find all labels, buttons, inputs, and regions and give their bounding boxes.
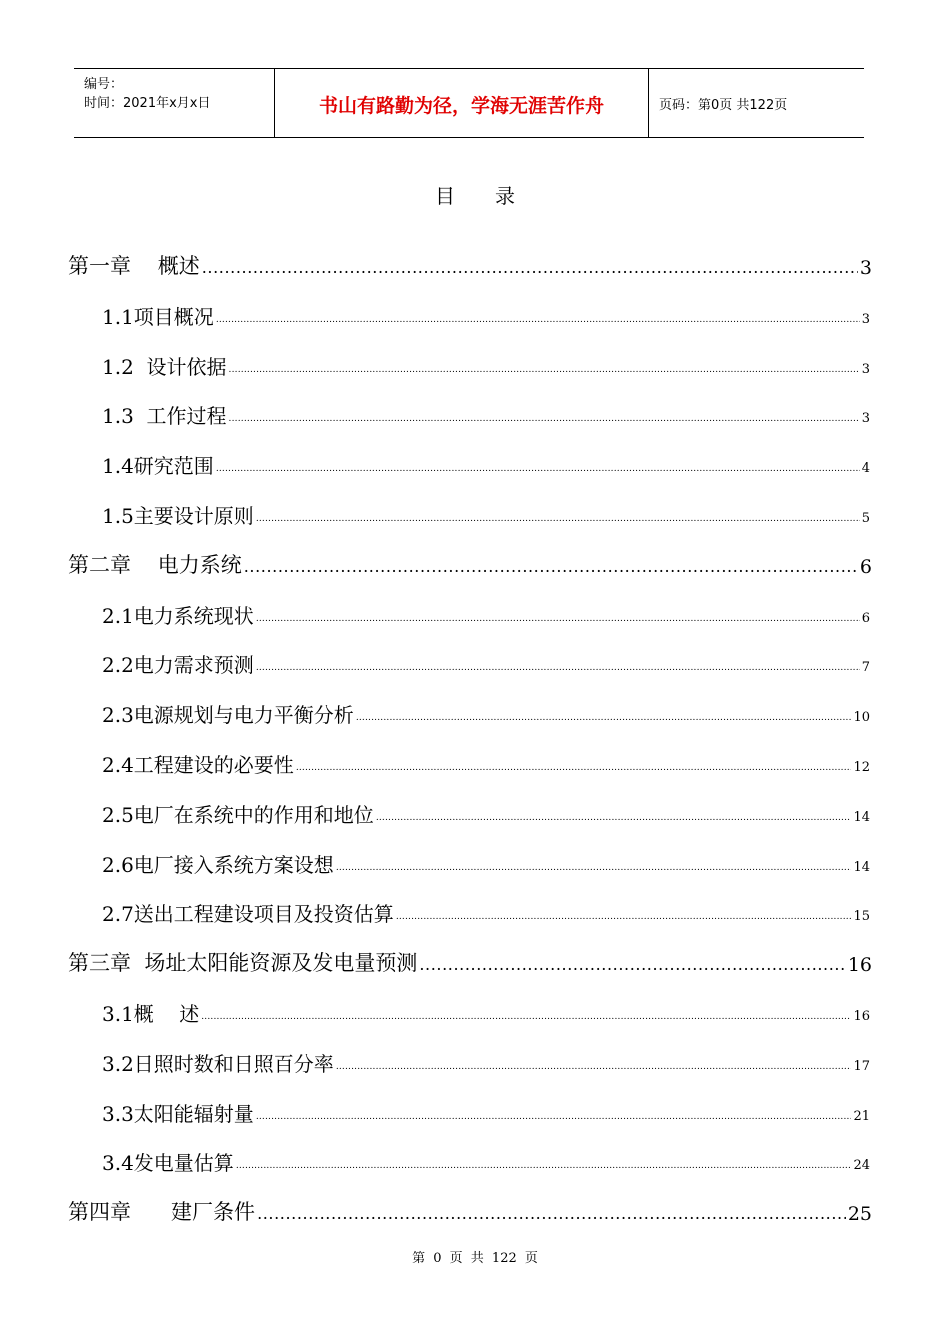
- toc-entry-label: 2.5电厂在系统中的作用和地位: [102, 802, 374, 827]
- toc-entry-page: 5: [861, 511, 870, 526]
- toc-entry-label: 3.4发电量估算: [102, 1151, 234, 1176]
- toc-entry-page: 7: [861, 660, 870, 676]
- toc-entry-label: 2.2电力需求预测: [102, 653, 254, 678]
- toc-entry-label: 第三章 场址太阳能资源及发电量预测: [68, 951, 418, 976]
- toc-dot-leader: [336, 864, 852, 878]
- header-motto: 书山有路勤为径，学海无涯苦作舟: [318, 95, 604, 117]
- toc-dot-leader: [296, 764, 852, 778]
- header-page-cell: [649, 69, 864, 137]
- toc-entry-label: 1.3 工作过程: [102, 404, 227, 429]
- toc-dot-leader: [236, 1162, 852, 1176]
- toc-entry-page: 21: [853, 1108, 870, 1124]
- document-number-label: 编号：: [84, 77, 124, 92]
- toc-entry-page: 6: [861, 610, 870, 626]
- toc-entry-page: 17: [853, 1058, 870, 1074]
- toc-section-entry[interactable]: [102, 1146, 870, 1176]
- toc-entry-label: 第二章 电力系统: [68, 552, 242, 577]
- toc-dot-leader: [256, 1113, 852, 1127]
- toc-entry-label: 第四章 建厂条件: [68, 1200, 256, 1225]
- toc-entry-label: 3.2日照时数和日照百分率: [102, 1051, 334, 1076]
- toc-dot-leader: [202, 260, 858, 280]
- toc-entry-page: 3: [861, 361, 870, 377]
- header-left-cell: [74, 69, 275, 137]
- toc-dot-leader: [229, 366, 860, 380]
- document-header: [74, 68, 864, 138]
- toc-dot-leader: [356, 714, 852, 728]
- toc-section-entry[interactable]: [102, 698, 870, 728]
- header-page-info: 页码：第0页 共122页: [659, 98, 788, 113]
- toc-entry-label: 2.1电力系统现状: [102, 603, 254, 628]
- toc-entry-page: 3: [861, 411, 870, 427]
- toc-entry-page: 12: [853, 760, 870, 775]
- toc-section-entry[interactable]: [102, 499, 870, 529]
- toc-section-entry[interactable]: [102, 798, 870, 828]
- toc-dot-leader: [419, 957, 845, 977]
- header-motto-cell: [275, 69, 649, 137]
- toc-section-entry[interactable]: [102, 748, 870, 778]
- toc-entry-label: 2.6电厂接入系统方案设想: [102, 852, 334, 877]
- toc-title: 目录: [435, 184, 555, 208]
- toc-entry-label: 1.1项目概况: [102, 304, 214, 329]
- toc-entry-label: 3.3太阳能辐射量: [102, 1101, 254, 1126]
- toc-entry-page: 6: [859, 555, 872, 578]
- toc-entry-page: 14: [853, 809, 870, 825]
- toc-section-entry[interactable]: [102, 300, 870, 330]
- toc-chapter-entry[interactable]: [68, 1196, 872, 1226]
- toc-dot-leader: [216, 316, 860, 330]
- toc-chapter-entry[interactable]: [68, 250, 872, 280]
- toc-chapter-entry[interactable]: [68, 947, 872, 977]
- toc-dot-leader: [256, 515, 860, 529]
- toc-section-entry[interactable]: [102, 897, 870, 927]
- toc-entry-label: 2.3电源规划与电力平衡分析: [102, 703, 354, 728]
- toc-entry-page: 16: [853, 1009, 870, 1024]
- toc-entry-page: 14: [853, 859, 870, 875]
- toc-entry-page: 10: [853, 710, 870, 726]
- toc-section-entry[interactable]: [102, 1047, 870, 1077]
- toc-section-entry[interactable]: [102, 449, 870, 479]
- toc-entry-label: 2.4工程建设的必要性: [102, 753, 294, 777]
- document-time-label: 时间：2021年x月x日: [84, 96, 211, 111]
- toc-dot-leader: [201, 1013, 851, 1027]
- toc-dot-leader: [336, 1063, 852, 1077]
- toc-entry-label: 1.2 设计依据: [102, 354, 227, 379]
- toc-dot-leader: [229, 415, 860, 429]
- toc-entry-page: 16: [847, 954, 872, 977]
- toc-entry-page: 3: [861, 311, 870, 327]
- toc-entry-page: 15: [853, 909, 870, 925]
- toc-dot-leader: [244, 559, 858, 579]
- toc-entry-page: 24: [853, 1158, 870, 1174]
- toc-entry-page: 25: [847, 1203, 872, 1226]
- toc-entry-label: 2.7送出工程建设项目及投资估算: [102, 902, 394, 927]
- toc-section-entry[interactable]: [102, 599, 870, 629]
- toc-dot-leader: [216, 465, 860, 479]
- toc-section-entry[interactable]: [102, 648, 870, 678]
- toc-dot-leader: [256, 615, 860, 629]
- toc-dot-leader: [376, 814, 852, 828]
- toc-dot-leader: [256, 664, 860, 678]
- toc-dot-leader: [396, 913, 852, 927]
- toc-entry-page: 3: [859, 257, 872, 279]
- toc-section-entry[interactable]: [102, 399, 870, 429]
- toc-section-entry[interactable]: [102, 350, 870, 380]
- toc-chapter-entry[interactable]: [68, 549, 872, 579]
- toc-dot-leader: [257, 1206, 846, 1226]
- toc-entry-label: 1.4研究范围: [102, 454, 214, 479]
- toc-entry-label: 1.5主要设计原则: [102, 504, 254, 528]
- page-footer: 第 0 页 共 122 页: [412, 1251, 538, 1266]
- toc-section-entry[interactable]: [102, 997, 870, 1027]
- toc-section-entry[interactable]: [102, 848, 870, 878]
- toc-entry-page: 4: [861, 461, 870, 477]
- toc-entry-label: 第一章 概述: [68, 254, 200, 278]
- toc-entry-label: 3.1概 述: [102, 1002, 200, 1026]
- toc-section-entry[interactable]: [102, 1097, 870, 1127]
